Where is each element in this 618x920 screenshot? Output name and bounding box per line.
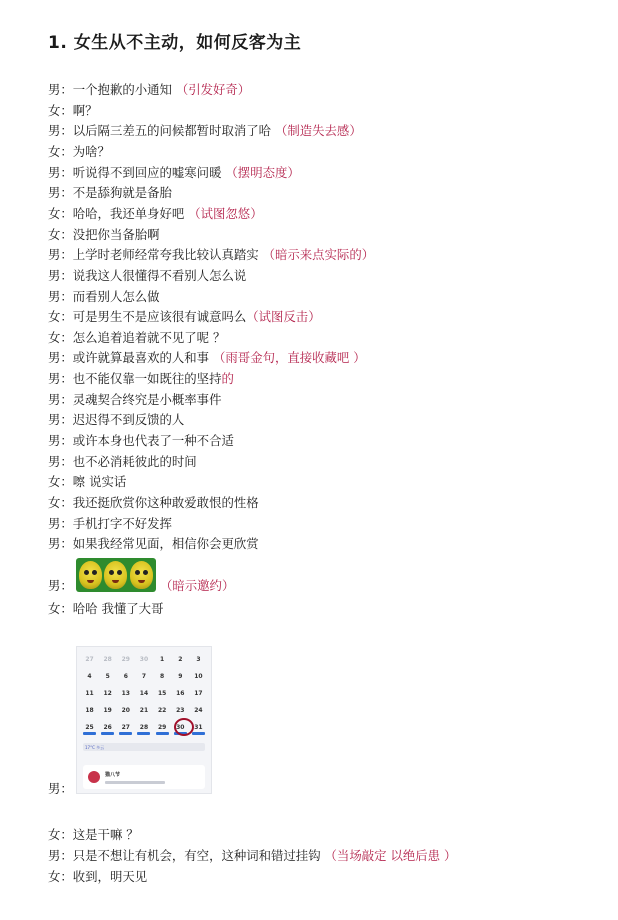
line-text: 女：哈哈，我还单身好吧 — [48, 205, 189, 221]
annotation-note: （引发好奇） — [175, 82, 251, 97]
calendar-day: 3 — [196, 656, 201, 663]
annotation-note: （制造失去感） — [274, 123, 362, 139]
calendar-day: 20 — [121, 707, 130, 714]
calendar-day: 25 — [81, 724, 98, 731]
line-text: 男：灵魂契合终究是小概率事件 — [48, 391, 222, 407]
calendar-day: 6 — [123, 673, 128, 680]
page-title: 1. 女生从不主动，如何反客为主 — [48, 33, 302, 53]
emoji-face-icon — [79, 561, 102, 589]
dialogue-line — [48, 827, 139, 843]
calendar-day: 31 — [190, 724, 207, 731]
emoji-sticker — [76, 558, 156, 592]
annotation-note: （雨哥金句，直接收藏吧 ） — [213, 350, 366, 366]
line-text: 男：而看别人怎么做 — [48, 288, 160, 304]
line-text: 女：啊？ — [48, 102, 98, 118]
calendar-day: 27 — [117, 724, 134, 731]
calendar-day: 16 — [176, 690, 185, 697]
dialogue-line — [48, 247, 374, 263]
sticker-line — [48, 578, 73, 594]
line-text: 男：不是舔狗就是备胎 — [48, 185, 172, 201]
dialogue-line — [48, 433, 234, 449]
line-text: 男：只是不想让有机会，有空，这种词和错过挂钩 — [48, 848, 325, 863]
calendar-week-row — [81, 668, 207, 685]
calendar-day: 7 — [141, 673, 147, 680]
line-text: 男：一个抱歉的小通知 — [48, 82, 176, 97]
dialogue-line — [48, 144, 110, 160]
dialogue-line — [48, 185, 172, 201]
reply-line: 女：哈哈 我懂了大哥 — [48, 601, 164, 616]
dialogue-line — [48, 869, 147, 885]
line-text: 男：听说得不到回应的嘘寒问暖 — [48, 164, 226, 180]
calendar-day: 14 — [139, 690, 149, 697]
calendar-day: 5 — [105, 673, 110, 680]
line-text: 女：可是男生不是应该很有诚意吗么 — [48, 309, 247, 325]
annotation-note: （试图忽悠） — [188, 205, 263, 221]
calendar-day: 24 — [194, 707, 203, 714]
line-text: 女：我还挺欣赏你这种敢爱敢恨的性格 — [48, 495, 259, 510]
dialogue-line — [48, 454, 197, 470]
calendar-day: 19 — [103, 707, 112, 714]
calendar-day: 29 — [154, 724, 171, 731]
dialogue-line — [48, 350, 366, 366]
annotation-note: 的 — [221, 371, 234, 387]
line-text: 女：收到，明天见 — [48, 869, 148, 884]
dialogue-line — [48, 103, 98, 119]
line-text: 男：说我这人很懂得不看别人怎么说 — [48, 267, 247, 283]
line-text: 男：以后隔三差五的问候都暂时取消了哈 — [48, 123, 275, 139]
annotation-note: （当场敲定 以绝后患 ） — [324, 848, 457, 863]
event-card-text — [105, 768, 165, 787]
line-text: 女：怎么追着追着就不见了呢 ？ — [48, 329, 226, 345]
calendar-day: 30 — [139, 656, 149, 663]
dialogue-line — [48, 392, 221, 408]
calendar-day: 11 — [85, 690, 94, 697]
annotation-note: （暗示来点实际的） — [262, 247, 375, 263]
calendar-day: 30 — [172, 724, 189, 731]
circled-date-marker — [174, 718, 194, 736]
calendar-day: 22 — [157, 707, 167, 714]
dialogue-line — [48, 474, 126, 490]
calendar-day: 27 — [85, 656, 94, 663]
dialogue-line — [48, 495, 259, 511]
calendar-day: 29 — [121, 656, 130, 663]
line-text: 男：手机打字不好发挥 — [48, 515, 172, 531]
annotation-note: （试图反击） — [246, 309, 321, 325]
calendar-day: 4 — [87, 673, 92, 680]
calendar-day: 12 — [103, 690, 112, 697]
line-text: 男：或许本身也代表了一种不合适 — [48, 433, 234, 449]
annotation-note: （摆明态度） — [225, 164, 300, 180]
line-text: 男：也不必消耗彼此的时间 — [48, 453, 197, 469]
calendar-day: 1 — [160, 656, 165, 663]
sticker-note: （暗示邀约） — [160, 578, 235, 593]
calendar-speaker: 男： — [48, 781, 73, 796]
calendar-day: 13 — [121, 690, 130, 697]
line-text: 女：嚓 说实话 — [48, 474, 127, 490]
dialogue-line — [48, 309, 321, 325]
line-text: 女：这是干嘛 ？ — [48, 827, 139, 842]
speaker-label: 男： — [48, 578, 73, 593]
line-text: 女：没把你当备胎啊 — [48, 226, 160, 242]
emoji-face-icon — [130, 561, 153, 589]
line-text: 男：也不能仅靠一如既往的坚持 — [48, 371, 222, 387]
line-text: 男：上学时老师经常夸我比较认真踏实 — [48, 247, 263, 263]
calendar-week-row — [81, 702, 207, 719]
dialogue-line — [48, 165, 300, 181]
dialogue-line — [48, 848, 456, 864]
dialogue-line — [48, 289, 160, 305]
event-title: 猫八节 — [105, 771, 121, 778]
calendar-day: 17 — [194, 690, 203, 697]
line-text: 男：或许就算最喜欢的人和事 — [48, 350, 214, 366]
dialogue-line — [48, 371, 234, 387]
calendar-week-row — [81, 651, 207, 668]
line-text: 女：为啥？ — [48, 143, 110, 159]
dialogue-line — [48, 536, 259, 552]
line-text: 男：如果我经常见面，相信你会更欣赏 — [48, 536, 259, 552]
calendar-day: 2 — [178, 656, 183, 663]
calendar-week-row — [81, 685, 207, 702]
dialogue-line — [48, 330, 225, 346]
calendar-day: 28 — [135, 724, 152, 731]
emoji-face-icon — [104, 561, 127, 589]
dialogue-line — [48, 123, 362, 139]
dialogue-line — [48, 268, 246, 284]
calendar-screenshot — [76, 646, 212, 794]
calendar-day: 26 — [99, 724, 116, 731]
calendar-day: 28 — [103, 656, 112, 663]
event-icon — [88, 771, 100, 783]
calendar-event-temp: 17°C 多云 — [85, 745, 105, 750]
calendar-day: 8 — [160, 673, 165, 680]
dialogue-line — [48, 516, 172, 532]
calendar-event-card — [83, 765, 205, 789]
calendar-day: 9 — [178, 673, 183, 680]
dialogue-line — [48, 412, 184, 428]
dialogue-line — [48, 206, 263, 222]
calendar-day: 15 — [157, 690, 167, 697]
dialogue-line — [48, 82, 250, 98]
dialogue-line — [48, 227, 160, 243]
calendar-day: 21 — [139, 707, 149, 714]
calendar-day: 18 — [85, 707, 94, 714]
line-text: 男：迟迟得不到反馈的人 — [48, 412, 185, 428]
calendar-day: 23 — [176, 707, 185, 714]
calendar-day: 10 — [194, 673, 203, 680]
